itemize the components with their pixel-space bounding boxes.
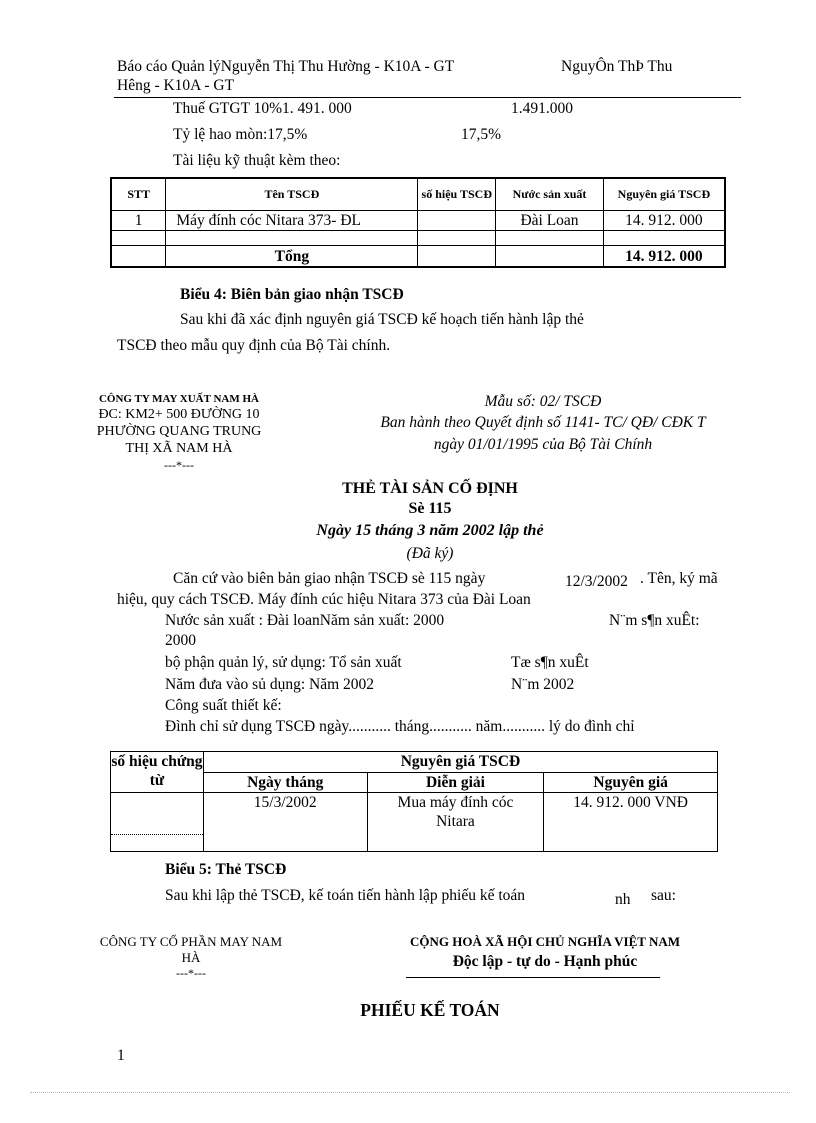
company2-line1: CÔNG TY CỔ PHẦN MAY NAM <box>99 934 283 949</box>
body-line1-c: . Tên, ký mã <box>640 570 718 587</box>
paragraph-1-line1: Sau khi đã xác định nguyên giá TSCĐ kế hoạch tiến hành lập thẻ <box>180 311 584 328</box>
form-decision: Ban hành theo Quyết định số 1141- TC/ QĐ/ CĐK T <box>380 414 706 431</box>
body-line1-date: 12/3/2002 <box>565 573 628 590</box>
company-separator: ---*--- <box>164 458 194 472</box>
body-line8: Đình chỉ sử dụng TSCĐ ngày........... tháng........... năm........... lý do đình chỉ <box>165 718 635 735</box>
cell-stt: 1 <box>111 211 166 231</box>
card-title: THẺ TÀI SẢN CỐ ĐỊNH <box>342 480 518 497</box>
cell-price: 14. 912. 000 <box>603 211 725 231</box>
header-line2: Hêng - K10A - GT <box>117 77 235 94</box>
table-row <box>111 793 718 852</box>
company-address-3: THỊ XÃ NAM HÀ <box>125 441 233 456</box>
company-address-2: PHƯỜNG QUANG TRUNG <box>96 424 262 439</box>
body-line6-b: N¨m 2002 <box>511 676 575 693</box>
company-address-1: ĐC: KM2+ 500 ĐƯỜNG 10 <box>98 407 260 422</box>
body-line3-b: N¨m s¶n xuÊt: <box>609 612 700 629</box>
paragraph-2-small: nh <box>615 891 631 908</box>
header-rule <box>114 97 741 98</box>
table-header-row <box>111 752 718 773</box>
card-number: Sè 115 <box>408 500 452 517</box>
caption-bieu-5: Biểu 5: Thẻ TSCĐ <box>165 861 287 878</box>
paragraph-1-line2: TSCĐ theo mẫu quy định của Bộ Tài chính. <box>117 337 391 354</box>
form-date: ngày 01/01/1995 của Bộ Tài Chính <box>433 436 653 453</box>
motto-underline <box>406 977 660 978</box>
page-number: 1 <box>117 1047 125 1064</box>
depreciation-label: Tỷ lệ hao mòn:17,5% <box>173 126 308 143</box>
header-left: Báo cáo Quản lýNguyễn Thị Thu Hường - K10A - GT <box>117 58 455 75</box>
empty-cell <box>496 231 604 246</box>
table-row-empty <box>111 231 725 246</box>
empty-cell <box>111 246 166 268</box>
body-line6-a: Năm đưa vào sủ dụng: Năm 2002 <box>165 676 375 693</box>
total-value: 14. 912. 000 <box>603 246 725 268</box>
vat-value: 1.491.000 <box>511 100 573 117</box>
republic-name: CỘNG HOÀ XÃ HỘI CHỦ NGHĨA VIỆT NAM <box>409 934 681 949</box>
table-row <box>111 211 725 231</box>
col-header-stt: STT <box>111 178 166 211</box>
cell-desc: Mua máy đính cóc Nitara <box>367 793 544 852</box>
table-total-row <box>111 246 725 268</box>
body-line5-b: Tæ s¶n xuÊt <box>511 654 589 671</box>
company2-separator: ---*--- <box>176 966 206 980</box>
card-date: Ngày 15 tháng 3 năm 2002 lập thẻ <box>316 522 544 539</box>
body-line5-a: bộ phận quản lý, sử dụng: Tổ sản xuất <box>165 654 402 671</box>
asset-card-table <box>110 751 718 852</box>
empty-cell <box>418 246 496 268</box>
body-line3-a: Nước sản xuất : Đài loanNăm sản xuất: 2000 <box>165 612 445 629</box>
cell-voucher-no <box>111 793 204 852</box>
empty-cell <box>603 231 725 246</box>
total-label: Tổng <box>166 246 418 268</box>
col-header-name: Tên TSCĐ <box>166 178 418 211</box>
caption-bieu-4: Biểu 4: Biên bản giao nhận TSCĐ <box>180 286 404 303</box>
col-header-price: Nguyên giá TSCĐ <box>603 178 725 211</box>
cell-country: Đài Loan <box>496 211 604 231</box>
vat-label: Thuế GTGT 10%1. 491. 000 <box>173 100 352 117</box>
paragraph-2-end: sau: <box>651 887 676 904</box>
docs-label: Tài liệu kỹ thuật kèm theo: <box>173 152 341 169</box>
form-number: Mẫu số: 02/ TSCĐ <box>484 393 602 410</box>
group-header-price: Nguyên giá TSCĐ <box>203 752 717 773</box>
asset-handover-table <box>110 177 726 268</box>
card-signed: (Đã ký) <box>406 545 454 562</box>
cell-code <box>418 211 496 231</box>
body-line4: 2000 <box>165 632 196 649</box>
company2-line2: HÀ <box>181 950 201 965</box>
footer-separator <box>30 1092 790 1093</box>
cell-date: 15/3/2002 <box>203 793 367 852</box>
voucher-title: PHIẾU KẾ TOÁN <box>360 1000 500 1020</box>
paragraph-2: Sau khi lập thẻ TSCĐ, kế toán tiến hành lập phiếu kế toán <box>165 887 526 904</box>
depreciation-value: 17,5% <box>461 126 502 143</box>
empty-cell <box>496 246 604 268</box>
col-header-date: Ngày tháng <box>203 772 367 793</box>
body-line7: Công suất thiết kế: <box>165 697 282 714</box>
body-line2: hiệu, quy cách TSCĐ. Máy đính cúc hiệu Nitara 373 của Đài Loan <box>117 591 531 608</box>
empty-cell <box>111 231 166 246</box>
header-right: NguyÔn ThÞ Thu <box>561 58 673 75</box>
cell-name: Máy đính cóc Nitara 373- ĐL <box>166 211 418 231</box>
col-header-code: số hiệu TSCĐ <box>418 178 496 211</box>
table-header-row <box>111 178 725 211</box>
col-header-desc: Diễn giải <box>367 772 544 793</box>
republic-motto: Độc lập - tự do - Hạnh phúc <box>452 953 638 970</box>
col-header-voucher-no: số hiệu chứng từ <box>111 752 204 793</box>
col-header-price: Nguyên giá <box>544 772 718 793</box>
dotted-separator <box>111 834 203 835</box>
empty-cell <box>418 231 496 246</box>
company-name: CÔNG TY MAY XUẤT NAM HÀ <box>98 393 259 405</box>
cell-price: 14. 912. 000 VNĐ <box>544 793 718 852</box>
col-header-country: Nước sản xuất <box>496 178 604 211</box>
empty-cell <box>166 231 418 246</box>
body-line1-a: Căn cứ vào biên bản giao nhận TSCĐ sè 115 ngày <box>173 570 486 587</box>
